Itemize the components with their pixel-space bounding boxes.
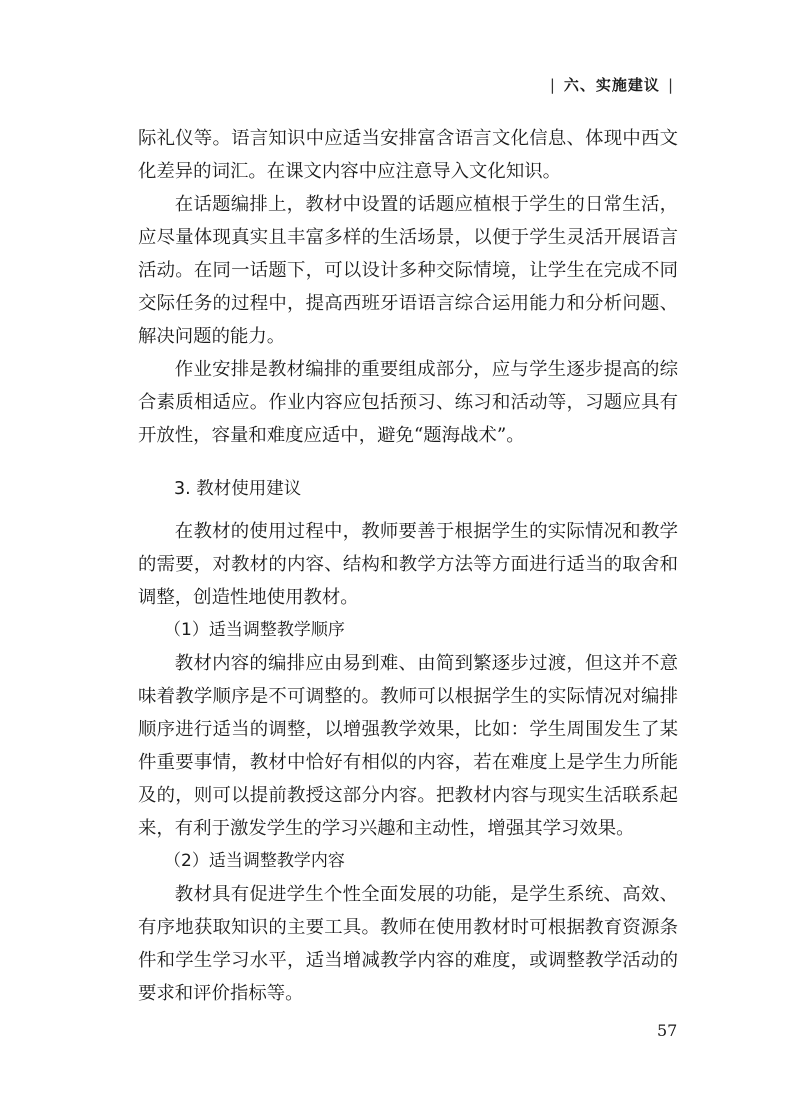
section-intro-paragraph: 在教材的使用过程中，教师要善于根据学生的实际情况和教学的需要，对教材的内容、结构和教学方法等方面进行适当的取舍和调整，创造性地使用教材。 [138,521,678,608]
section-heading: 3. 教材使用建议 [174,479,302,499]
paragraph-continued: 际礼仪等。语言知识中应适当安排富含语言文化信息、体现中西文化差异的词汇。在课文内容中应注意导入文化知识。 [138,128,678,182]
running-header [542,74,682,95]
subsection-heading-content: （2）适当调整教学内容 [164,851,345,871]
paragraph-topic-arrangement: 在话题编排上，教材中设置的话题应植根于学生的日常生活，应尽量体现真实且丰富多样的生活场景，以便于学生灵活开展语言活动。在同一话题下，可以设计多种交际情境，让学生在完成不同交际任务的过程中，提高西班牙语语言综合运用能力和分析问题、解决问题的能力。 [138,194,678,347]
page-body [138,122,678,1010]
header-chapter-title: 六、实施建议 [563,76,660,94]
header-left-bar: | [549,76,556,94]
subsection-paragraph-content: 教材具有促进学生个性全面发展的功能，是学生系统、高效、有序地获取知识的主要工具。教师在使用教材时可根据教育资源条件和学生学习水平，适当增减教学内容的难度，或调整教学活动的要求和评价指标等。 [138,884,678,1004]
subsection-paragraph-order: 教材内容的编排应由易到难、由简到繁逐步过渡，但这并不意味着教学顺序是不可调整的。教师可以根据学生的实际情况对编排顺序进行适当的调整，以增强教学效果，比如：学生周围发生了某件重要事情，教材中恰好有相似的内容，若在难度上是学生力所能及的，则可以提前教授这部分内容。把教材内容与现实生活联系起来，有利于激发学生的学习兴趣和主动性，增强其学习效果。 [138,653,678,839]
header-right-bar: | [667,76,674,94]
subsection-heading-order: （1）适当调整教学顺序 [164,620,345,640]
page-number: 57 [657,1021,678,1040]
paragraph-homework: 作业安排是教材编排的重要组成部分，应与学生逐步提高的综合素质相适应。作业内容应包括预习、练习和活动等，习题应具有开放性，容量和难度应适中，避免“题海战术”。 [138,359,678,446]
